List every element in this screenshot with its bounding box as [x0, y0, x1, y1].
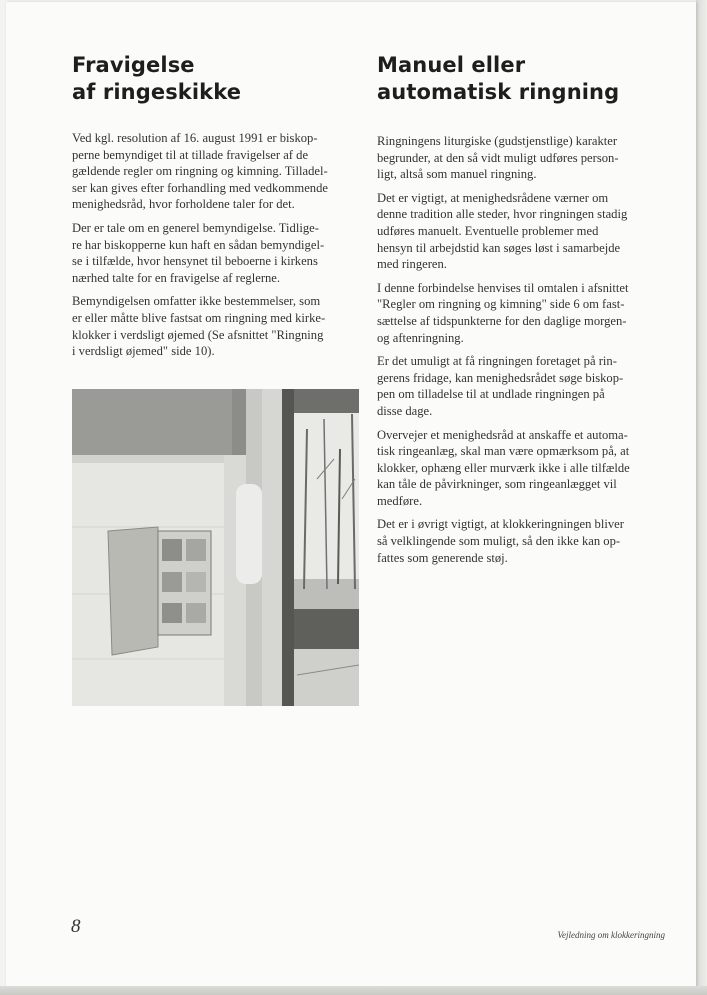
- text-line: så velklingende som muligt, så den ikke kan op-: [377, 534, 621, 549]
- paragraph: [377, 280, 667, 346]
- paragraph: [377, 516, 667, 566]
- text-line: Ved kgl. resolution af 16. august 1991 er biskop-: [72, 131, 318, 145]
- running-title: Vejledning om klokkeringning: [557, 930, 665, 940]
- text-line: udføres manuelt. Eventuelle problemer med: [377, 223, 599, 238]
- text-line: klokker, ophæng eller murværk ikke i alle tilfælde: [377, 460, 630, 475]
- right-column-text: [377, 133, 667, 573]
- paragraph: [72, 220, 362, 286]
- text-line: re har biskopperne kun haft en sådan bemyndigel-: [72, 237, 325, 252]
- text-line: pen om tilladelse til at undlade ringningen på: [377, 387, 605, 402]
- text-line: Overvejer et menighedsråd at anskaffe et automa-: [377, 427, 628, 442]
- paragraph: [377, 133, 667, 183]
- text-line: med ringeren.: [377, 257, 447, 272]
- text-line: Der er tale om en generel bemyndigelse. Tidlige-: [72, 220, 319, 235]
- text-line: og aftenringning.: [377, 330, 464, 345]
- paragraph: [72, 130, 362, 213]
- text-line: "Regler om ringning og kimning" side 6 om fast-: [377, 297, 625, 312]
- text-line: ligt, altså som manuel ringning.: [377, 167, 537, 182]
- text-line: fattes som generende støj.: [377, 550, 508, 565]
- left-column-text: [72, 130, 362, 367]
- right-heading-line-2: automatisk ringning: [377, 80, 620, 104]
- paragraph: [72, 293, 362, 359]
- text-line: i verdsligt øjemed" side 10).: [72, 344, 215, 359]
- text-line: medføre.: [377, 493, 423, 508]
- paragraph: [377, 427, 667, 510]
- page-edge-bottom: [0, 986, 707, 995]
- text-line: disse dage.: [377, 403, 433, 418]
- text-line: klokker i verdsligt øjemed (Se afsnittet "Ringning: [72, 327, 324, 342]
- right-heading-line-1: Manuel eller: [377, 53, 526, 77]
- paragraph: [377, 353, 667, 419]
- left-heading: [72, 52, 241, 106]
- text-line: gerens fridage, kan menighedsrådet søge biskop-: [377, 370, 624, 385]
- right-heading: [377, 52, 619, 106]
- text-line: Det er i øvrigt vigtigt, at klokkeringningen bliver: [377, 517, 624, 532]
- text-line: se i tilfælde, hvor hensynet til beboerne i kirkens: [72, 254, 318, 269]
- left-heading-line-1: Fravigelse: [72, 53, 195, 77]
- text-line: I denne forbindelse henvises til omtalen i afsnittet: [377, 280, 629, 295]
- page-edge-right: [696, 0, 707, 995]
- text-line: hensyn til arbejdstid kan søges løst i samarbejde: [377, 240, 621, 255]
- text-line: nærhed talte for en fravigelse af reglerne.: [72, 270, 281, 285]
- paragraph: [377, 190, 667, 273]
- photo-bell-control-panel: [72, 389, 359, 706]
- text-line: Det er vigtigt, at menighedsrådene værner om: [377, 190, 609, 205]
- text-line: Bemyndigelsen omfatter ikke bestemmelser, som: [72, 294, 321, 309]
- text-line: menighedsråd, hvor forholdene taler for det.: [72, 197, 295, 212]
- text-line: sættelse af tidspunkterne for den daglige morgen-: [377, 313, 627, 328]
- text-line: perne bemyndiget til at tillade fravigelser af de: [72, 147, 309, 162]
- text-line: er eller måtte blive fastsat om ringning med kirke-: [72, 310, 326, 325]
- text-line: tisk ringeanlæg, skal man være opmærksom på, at: [377, 444, 630, 459]
- left-heading-line-2: af ringeskikke: [72, 80, 242, 104]
- text-line: kan tåle de påvirkninger, som ringeanlægget vil: [377, 477, 617, 492]
- text-line: Er det umuligt at få ringningen foretaget på rin-: [377, 354, 617, 369]
- text-line: begrunder, at den så vidt muligt udføres person-: [377, 150, 619, 165]
- photo-illustration: [72, 389, 359, 706]
- text-line: ser kan gives efter forhandling med vedkommende: [72, 180, 328, 195]
- text-line: Ringningens liturgiske (gudstjenstlige) karakter: [377, 134, 618, 148]
- page-number: 8: [71, 916, 81, 937]
- text-line: denne tradition alle steder, hvor ringningen stadig: [377, 207, 628, 222]
- text-line: gældende regler om ringning og kimning. Tilladel-: [72, 164, 328, 179]
